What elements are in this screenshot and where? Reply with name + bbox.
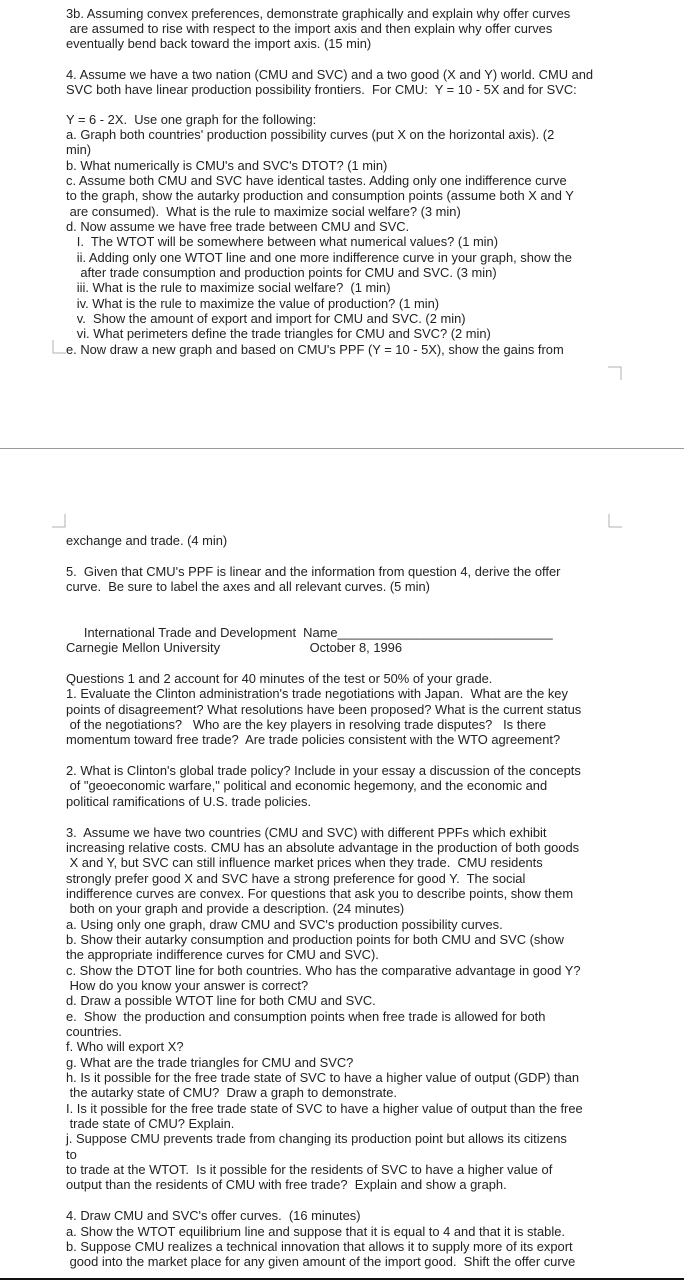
q4-line-2: SVC both have linear production possibility frontiers. For CMU: Y = 10 - 5X and for SVC: xyxy=(66,82,577,97)
crop-mark-top-left-icon xyxy=(52,514,66,528)
p2-q3h-line-2: the autarky state of CMU? Draw a graph to demonstrate. xyxy=(66,1085,398,1100)
q4-line-1: 4. Assume we have a two nation (CMU and SVC) and a two good (X and Y) world. CMU and xyxy=(66,67,594,82)
q4-line-5: min) xyxy=(66,142,92,157)
p2-q3c-line-2: How do you know your answer is correct? xyxy=(66,978,309,993)
q5-line-1: 5. Given that CMU's PPF is linear and the information from question 4, derive the offer xyxy=(66,564,561,579)
p2-q3j-line-1: j. Suppose CMU prevents trade from changing its production point but allows its citizens xyxy=(66,1131,567,1146)
q4-line-4: a. Graph both countries' production possibility curves (put X on the horizontal axis). (2 xyxy=(66,127,555,142)
p2-q2-line-3: political ramifications of U.S. trade policies. xyxy=(66,794,312,809)
q4-line-6: b. What numerically is CMU's and SVC's DTOT? (1 min) xyxy=(66,158,388,173)
p2-q3i-line-2: trade state of CMU? Explain. xyxy=(66,1116,235,1131)
p2-q3e-line-1: e. Show the production and consumption points when free trade is allowed for both xyxy=(66,1009,546,1024)
q4-line-15: iv. What is the rule to maximize the value of production? (1 min) xyxy=(66,296,440,311)
p2-q4-line-1: 4. Draw CMU and SVC's offer curves. (16 minutes) xyxy=(66,1208,361,1223)
p2-q1-line-3: of the negotiations? Who are the key players in resolving trade disputes? Is there xyxy=(66,717,547,732)
p2-q3j-line-3: to trade at the WTOT. Is it possible for the residents of SVC to have a higher value of xyxy=(66,1162,553,1177)
p2-q3d: d. Draw a possible WTOT line for both CMU and SVC. xyxy=(66,993,376,1008)
p2-q3c-line-1: c. Show the DTOT line for both countries. Who has the comparative advantage in good Y? xyxy=(66,963,581,978)
p2-q4b-line-2: good into the market place for any given amount of the import good. Shift the offer curve xyxy=(66,1254,576,1269)
p2-q3f: f. Who will export X? xyxy=(66,1039,184,1054)
p2-q3-line-5: indifference curves are convex. For questions that ask you to describe points, show them xyxy=(66,886,574,901)
q4-line-16: v. Show the amount of export and import for CMU and SVC. (2 min) xyxy=(66,311,466,326)
q5-line-2: curve. Be sure to label the axes and all relevant curves. (5 min) xyxy=(66,579,430,594)
p2-q3h-line-1: h. Is it possible for the free trade state of SVC to have a higher value of output (GDP) than xyxy=(66,1070,580,1085)
p2-q3e-line-2: countries. xyxy=(66,1024,122,1039)
q4-line-10: d. Now assume we have free trade between CMU and SVC. xyxy=(66,219,410,234)
q3b-line-1: 3b. Assuming convex preferences, demonstrate graphically and explain why offer curves xyxy=(66,6,571,21)
p2-q3j-line-4: output than the residents of CMU with free trade? Explain and show a graph. xyxy=(66,1177,507,1192)
p2-q3i-line-1: I. Is it possible for the free trade state of SVC to have a higher value of output than the free xyxy=(66,1101,583,1116)
exam-header-course: International Trade and Development Name______________________________ xyxy=(66,625,553,640)
p2-q4b-line-1: b. Suppose CMU realizes a technical innovation that allows it to supply more of its export xyxy=(66,1239,573,1254)
p2-q3b-line-2: the appropriate indifference curves for CMU and SVC). xyxy=(66,947,379,962)
p2-q2-line-1: 2. What is Clinton's global trade policy? Include in your essay a discussion of the concepts xyxy=(66,763,581,778)
q4-line-9: are consumed). What is the rule to maximize social welfare? (3 min) xyxy=(66,204,461,219)
p2-q1-line-1: 1. Evaluate the Clinton administration's trade negotiations with Japan. What are the key xyxy=(66,686,568,701)
q4e-continued: exchange and trade. (4 min) xyxy=(66,533,228,548)
p2-q1-line-2: points of disagreement? What resolutions have been proposed? What is the current status xyxy=(66,702,582,717)
exam-instructions: Questions 1 and 2 account for 40 minutes of the test or 50% of your grade. xyxy=(66,671,493,686)
p2-q3-line-6: both on your graph and provide a description. (24 minutes) xyxy=(66,901,405,916)
p2-q2-line-2: of "geoeconomic warfare," political and economic hegemony, and the economic and xyxy=(66,778,548,793)
p2-q3-line-3: X and Y, but SVC can still influence market prices when they trade. CMU residents xyxy=(66,855,543,870)
q4-line-12: ii. Adding only one WTOT line and one more indifference curve in your graph, show the xyxy=(66,250,572,265)
crop-mark-bottom-left-icon xyxy=(52,340,66,354)
crop-mark-bottom-right-icon xyxy=(608,366,622,380)
document-page-1 xyxy=(0,0,684,448)
exam-header-university: Carnegie Mellon University October 8, 1996 xyxy=(66,640,403,655)
p2-q4a: a. Show the WTOT equilibrium line and suppose that it is equal to 4 and that it is stable. xyxy=(66,1224,565,1239)
q4-line-11: I. The WTOT will be somewhere between what numerical values? (1 min) xyxy=(66,234,499,249)
q4-line-17: vi. What perimeters define the trade triangles for CMU and SVC? (2 min) xyxy=(66,326,491,341)
q4-line-14: iii. What is the rule to maximize social welfare? (1 min) xyxy=(66,280,391,295)
q3b-line-2: are assumed to rise with respect to the import axis and then explain why offer curves xyxy=(66,21,553,36)
q3b-line-3: eventually bend back toward the import axis. (15 min) xyxy=(66,36,372,51)
crop-mark-top-right-icon xyxy=(608,514,622,528)
q4-line-13: after trade consumption and production points for CMU and SVC. (3 min) xyxy=(66,265,497,280)
q4-line-18: e. Now draw a new graph and based on CMU's PPF (Y = 10 - 5X), show the gains from xyxy=(66,342,564,357)
q4-line-7: c. Assume both CMU and SVC have identical tastes. Adding only one indifference curve xyxy=(66,173,567,188)
q4-line-3: Y = 6 - 2X. Use one graph for the following: xyxy=(66,112,317,127)
p2-q3a: a. Using only one graph, draw CMU and SVC's production possibility curves. xyxy=(66,917,503,932)
p2-q3b-line-1: b. Show their autarky consumption and production points for both CMU and SVC (show xyxy=(66,932,564,947)
p2-q3-line-1: 3. Assume we have two countries (CMU and SVC) with different PPFs which exhibit xyxy=(66,825,547,840)
p2-q3g: g. What are the trade triangles for CMU and SVC? xyxy=(66,1055,354,1070)
p2-q3-line-4: strongly prefer good X and SVC have a strong preference for good Y. The social xyxy=(66,871,526,886)
p2-q1-line-4: momentum toward free trade? Are trade policies consistent with the WTO agreement? xyxy=(66,732,561,747)
p2-q3j-line-2: to xyxy=(66,1147,77,1162)
document-page-2 xyxy=(0,452,684,1280)
q4-line-8: to the graph, show the autarky production and consumption points (assume both X and Y xyxy=(66,188,574,203)
p2-q3-line-2: increasing relative costs. CMU has an absolute advantage in the production of both goods xyxy=(66,840,580,855)
